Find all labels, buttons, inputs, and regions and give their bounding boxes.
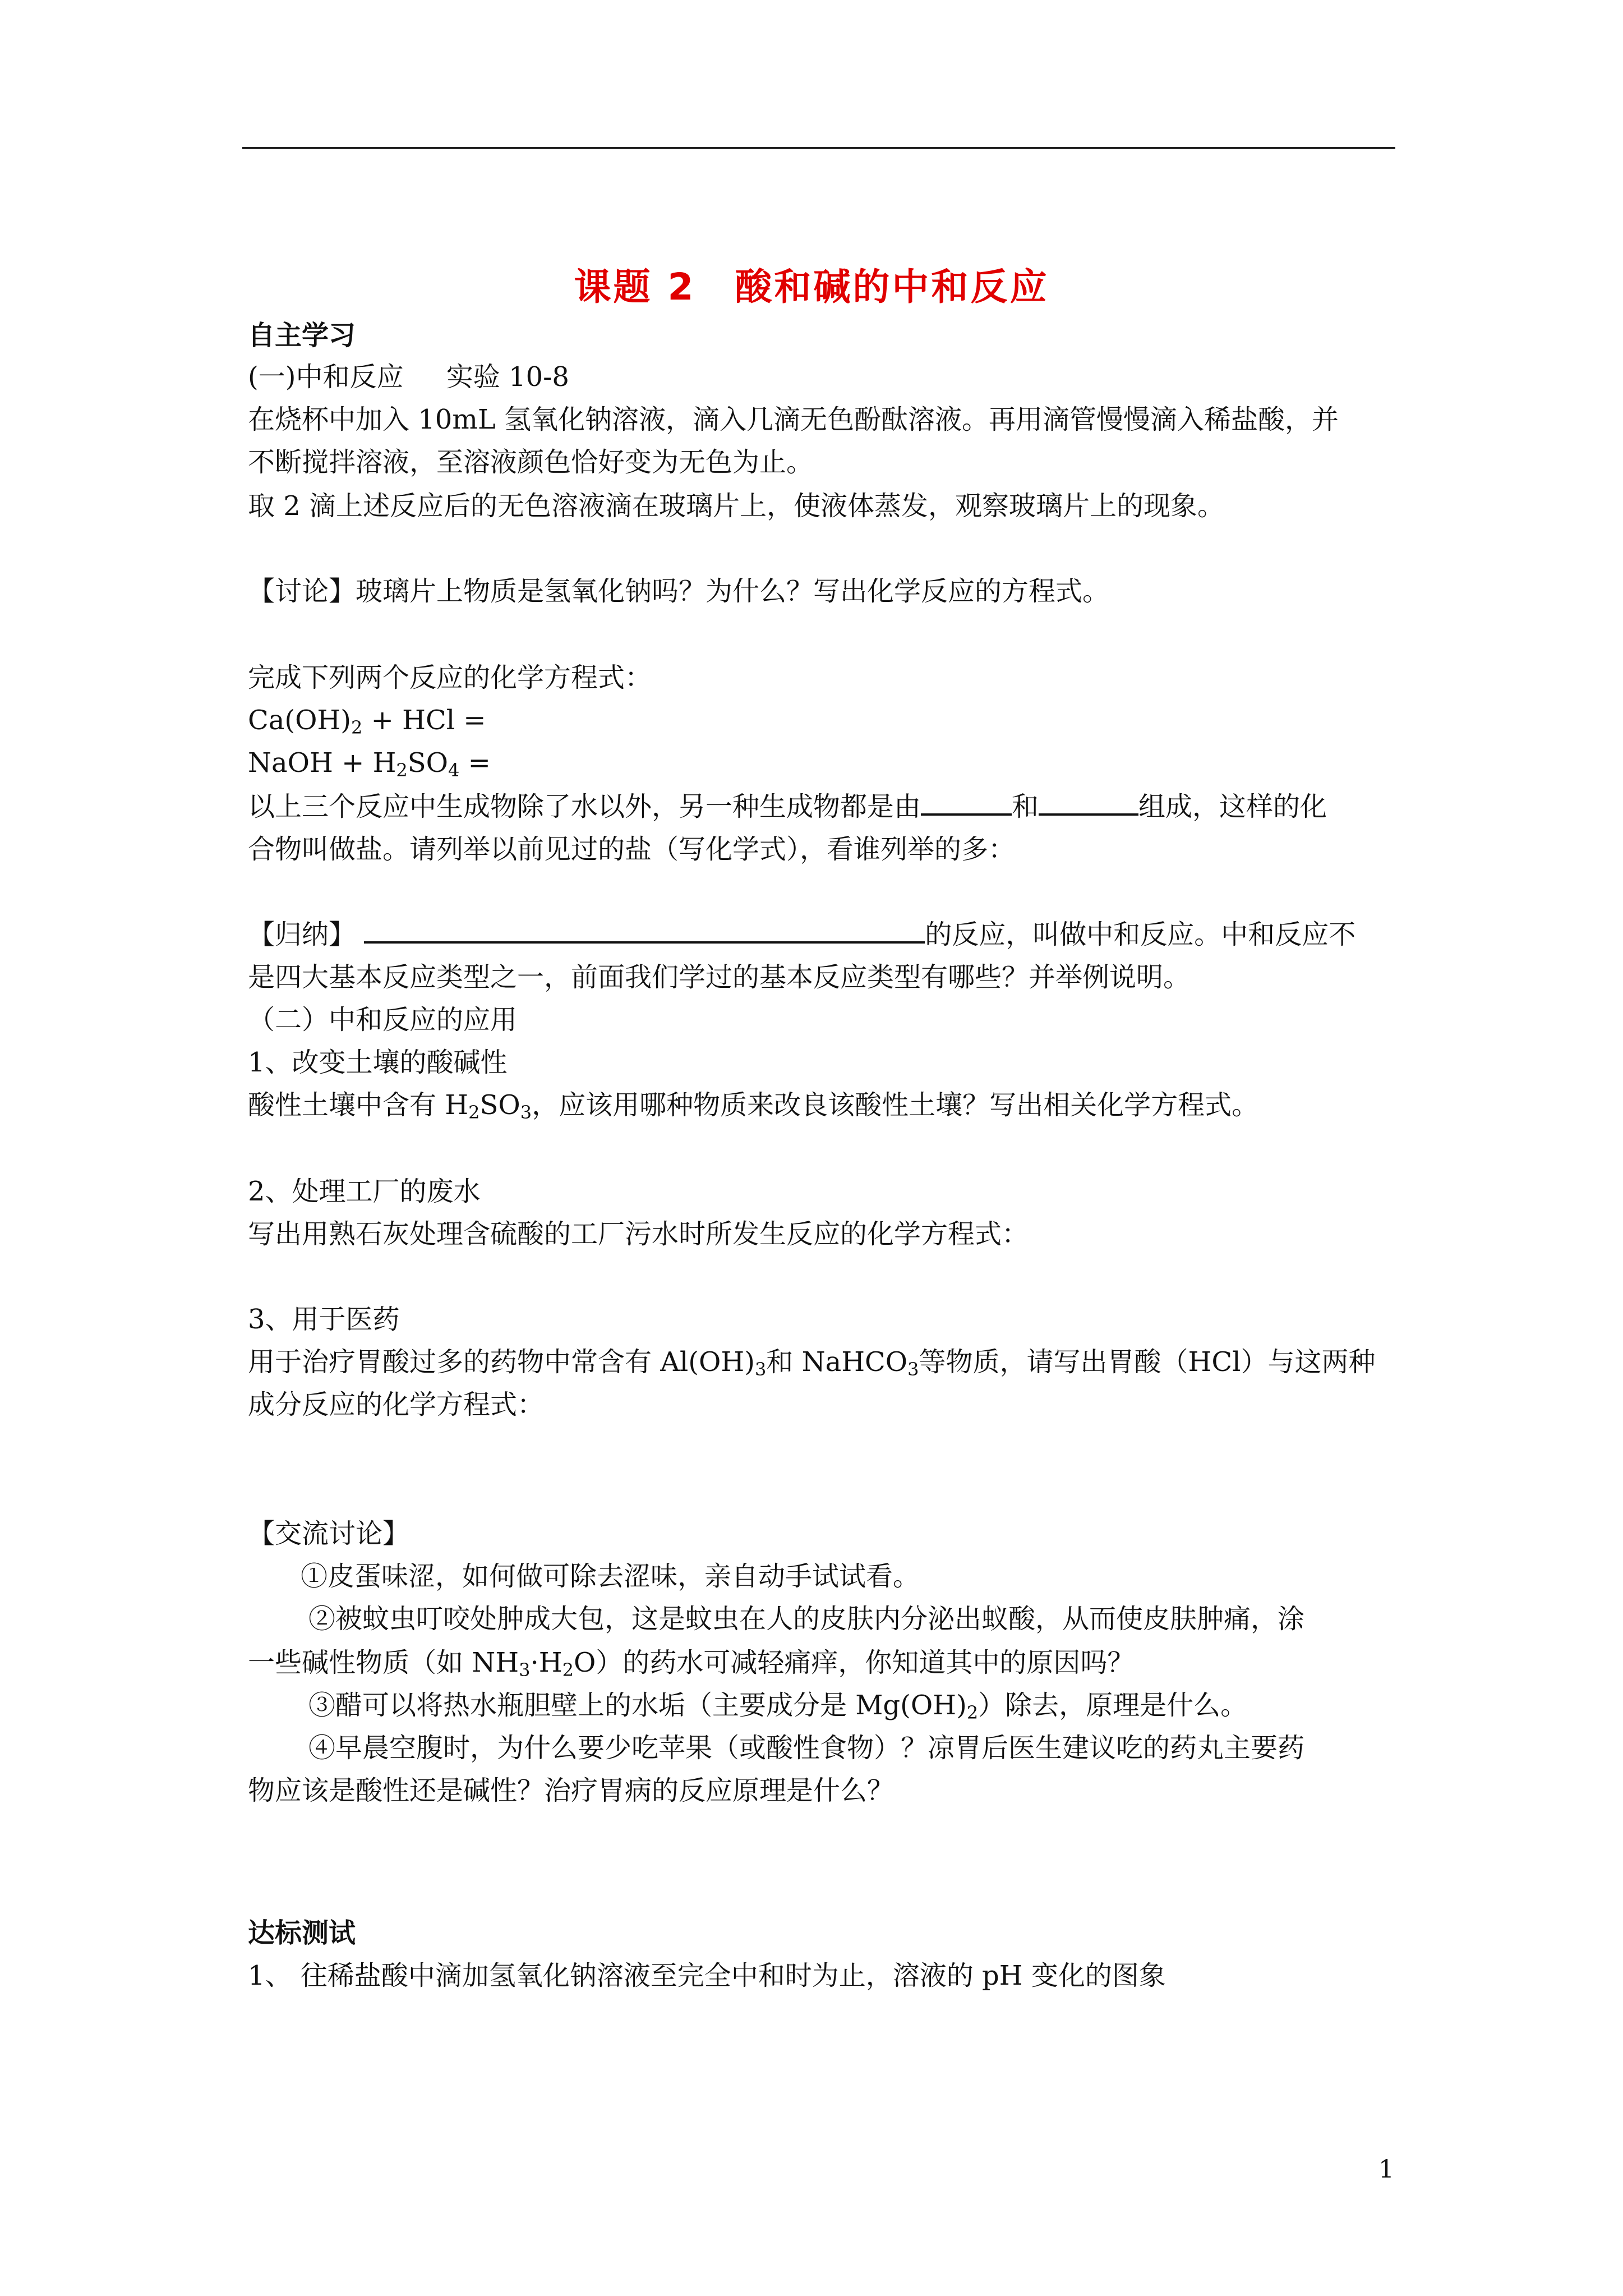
application-item-3: 3、用于医药 bbox=[248, 1304, 400, 1335]
experiment-label: 实验 10-8 bbox=[446, 361, 569, 393]
medicine-question-line: 用于治疗胃酸过多的药物中常含有 $Al(OH)_3$和 NaHCO$_3$等物质，请写出胃酸（HCl）与这两种 bbox=[248, 1346, 1376, 1380]
section-heading-self-study: 自主学习 bbox=[248, 320, 356, 351]
answer-blank[interactable] bbox=[1039, 791, 1138, 816]
paragraph-line: 不断搅拌溶液，至溶液颜色恰好变为无色为止。 bbox=[248, 447, 814, 478]
paragraph-line: 成分反应的化学方程式： bbox=[248, 1389, 545, 1420]
subsection-neutralization bbox=[248, 360, 569, 394]
paragraph-line: 在烧杯中加入 10mL 氢氧化钠溶液，滴入几滴无色酚酞溶液。再用滴管慢慢滴入稀盐酸，并 bbox=[248, 404, 1339, 435]
exchange-heading: 【交流讨论】 bbox=[248, 1518, 410, 1549]
instruction-line: 完成下列两个反应的化学方程式： bbox=[248, 662, 652, 693]
salt-question-line: 以上三个反应中生成物除了水以外，另一种生成物都是由 和 组成，这样的化 bbox=[248, 791, 1327, 822]
subsection-heading: (一)中和反应 bbox=[248, 361, 404, 393]
discussion-question-4: ④早晨空腹时，为什么要少吃苹果（或酸性食物）？凉胃后医生建议吃的药丸主要药 bbox=[308, 1732, 1305, 1764]
application-item-2: 2、处理工厂的废水 bbox=[248, 1176, 481, 1207]
answer-blank[interactable] bbox=[921, 791, 1012, 816]
test-question-1: 1、 往稀盐酸中滴加氢氧化钠溶液至完全中和时为止，溶液的 pH 变化的图象 bbox=[248, 1960, 1166, 1991]
discussion-question-3: ③醋可以将热水瓶胆壁上的水垢（主要成分是 $Mg(OH)_2$）除去，原理是什么。 bbox=[308, 1690, 1248, 1723]
summary-answer-blank[interactable] bbox=[364, 919, 925, 944]
subsection-heading: （二）中和反应的应用 bbox=[248, 1004, 518, 1036]
header-rule bbox=[242, 147, 1395, 149]
page-number: 1 bbox=[1378, 2155, 1394, 2184]
paragraph-line: 合物叫做盐。请列举以前见过的盐（写化学式），看谁列举的多： bbox=[248, 834, 1016, 865]
discussion-question-1: ①皮蛋味涩，如何做可除去涩味，亲自动手试试看。 bbox=[301, 1561, 920, 1592]
soil-question: 酸性土壤中含有 $H_2SO_3$，应该用哪种物质来改良该酸性土壤？写出相关化学方程式。 bbox=[248, 1089, 1259, 1123]
wastewater-question: 写出用熟石灰处理含硫酸的工厂污水时所发生反应的化学方程式： bbox=[248, 1218, 1029, 1250]
test-heading: 达标测试 bbox=[248, 1917, 356, 1949]
summary-line: 【归纳】 的反应，叫做中和反应。中和反应不 bbox=[248, 919, 1356, 950]
equation-2: NaOH + $H_2SO_4$ = bbox=[248, 747, 491, 781]
discussion-prompt: 【讨论】玻璃片上物质是氢氧化钠吗？为什么？写出化学反应的方程式。 bbox=[248, 576, 1110, 607]
application-item-1: 1、改变土壤的酸碱性 bbox=[248, 1047, 508, 1078]
equation-1: $Ca(OH)_2$ + HCl = bbox=[248, 705, 486, 738]
discussion-question-2: ②被蚊虫叮咬处肿成大包，这是蚊虫在人的皮肤内分泌出蚁酸，从而使皮肤肿痛，涂 bbox=[308, 1603, 1305, 1635]
discussion-question-4-cont: 物应该是酸性还是碱性？治疗胃病的反应原理是什么？ bbox=[248, 1775, 895, 1806]
page-title: 课题 2 酸和碱的中和反应 bbox=[574, 265, 1049, 309]
paragraph-line: 是四大基本反应类型之一，前面我们学过的基本反应类型有哪些？并举例说明。 bbox=[248, 961, 1191, 993]
paragraph-line: 取 2 滴上述反应后的无色溶液滴在玻璃片上，使液体蒸发，观察玻璃片上的现象。 bbox=[248, 490, 1225, 522]
discussion-question-2-cont: 一些碱性物质（如 $NH_3\cdot H_2O$）的药水可减轻痛痒，你知道其中的原因吗？ bbox=[248, 1647, 1135, 1681]
